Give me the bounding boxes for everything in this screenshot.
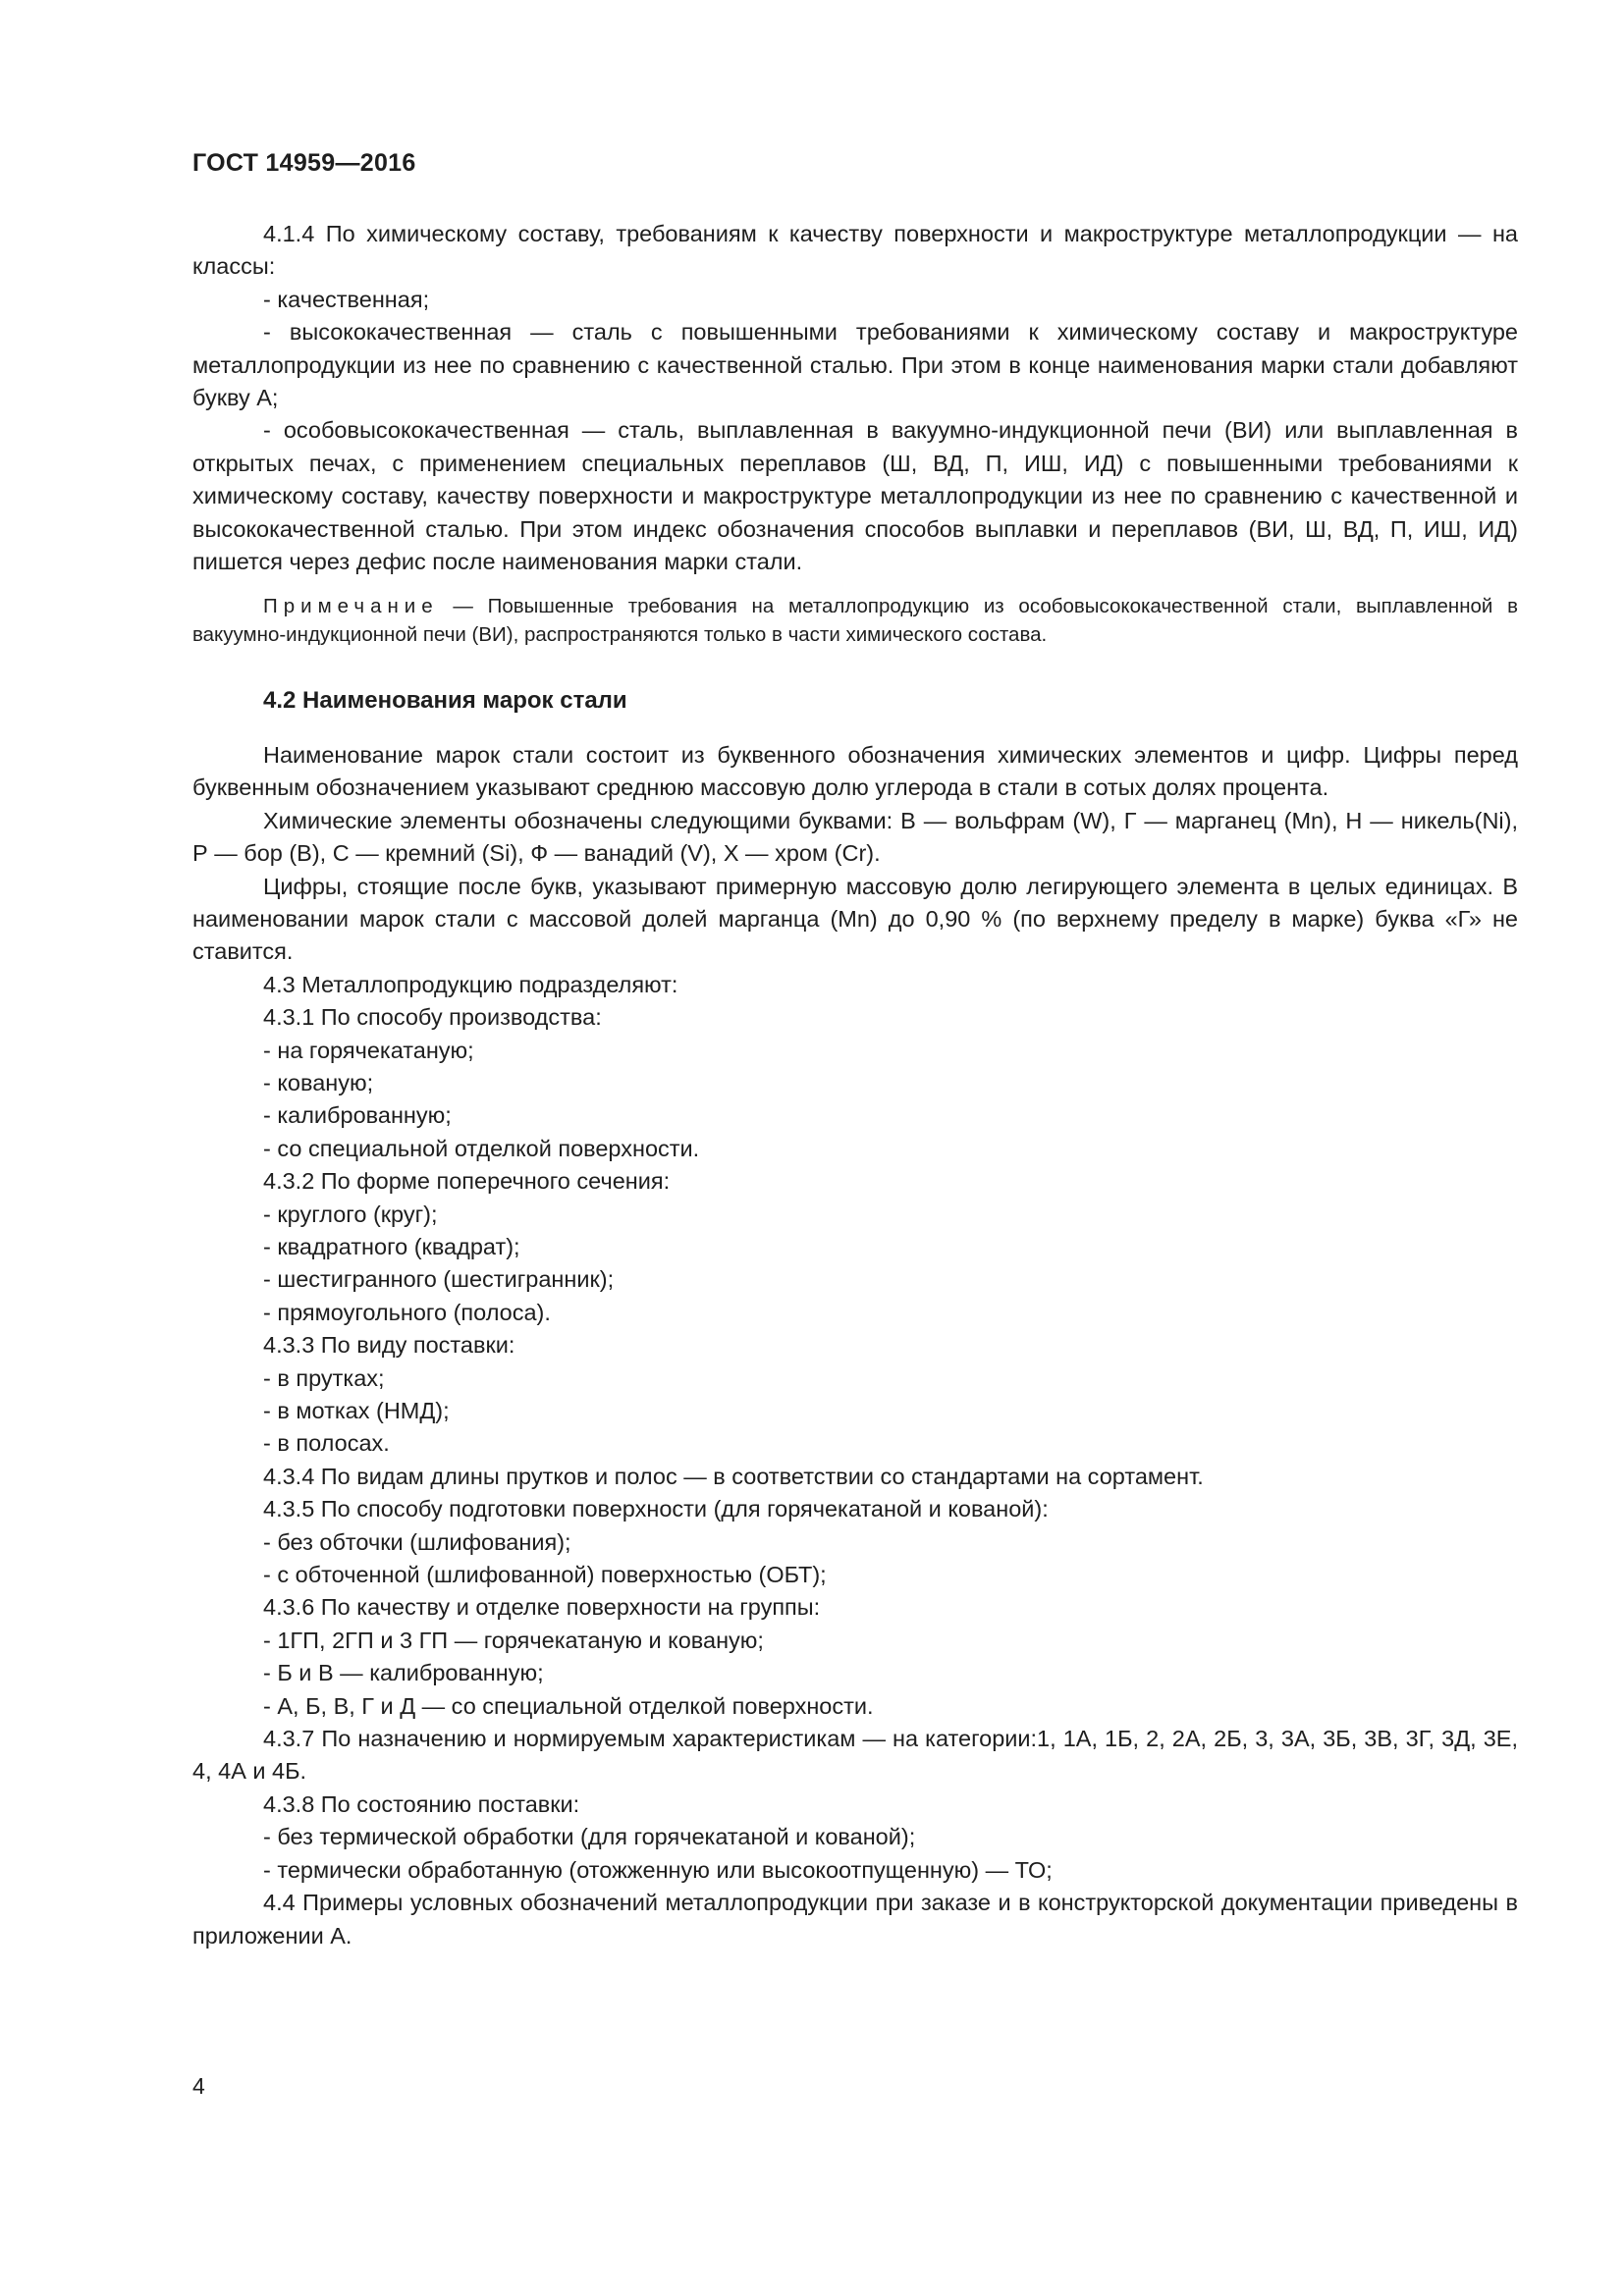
list-line: - в полосах. bbox=[263, 1430, 390, 1457]
list-line: - калиброванную; bbox=[263, 1102, 452, 1129]
paragraph: Наименование марок стали состоит из буквенного обозначения химических элементов и цифр. Цифры перед буквенным обозначением указывают среднюю массовую долю углерода в стали в сотых долях процента. bbox=[192, 741, 1518, 801]
list-line: - прямоугольного (полоса). bbox=[263, 1299, 551, 1325]
list-line: 4.3.3 По виду поставки: bbox=[263, 1332, 515, 1359]
list-line: - без обточки (шлифования); bbox=[263, 1528, 571, 1555]
list-line: - на горячекатаную; bbox=[263, 1037, 474, 1063]
class-item: - качественная; bbox=[263, 286, 430, 312]
note bbox=[192, 592, 1518, 649]
list-line: - без термической обработки (для горячекатаной и кованой); bbox=[263, 1824, 916, 1850]
list-line: 4.3.4 По видам длины прутков и полос — в соответствии со стандартами на сортамент. bbox=[263, 1463, 1204, 1489]
clause-4-3-7: 4.3.7 По назначению и нормируемым характеристикам — на категории:1, 1А, 1Б, 2, 2А, 2Б, 3, 3А, 3Б, 3В, 3Г, 3Д, 3Е, 4, 4А и 4Б. bbox=[192, 1726, 1518, 1785]
section-4-2-title: 4.2 Наименования марок стали bbox=[263, 687, 627, 715]
list-line: - с обточенной (шлифованной) поверхностью (ОБТ); bbox=[263, 1562, 827, 1588]
document-body bbox=[192, 218, 1518, 1952]
list-line: - термически обработанную (отожженную или высокоотпущенную) — ТО; bbox=[263, 1856, 1053, 1883]
list-line: - кованую; bbox=[263, 1069, 374, 1095]
paragraph: Цифры, стоящие после букв, указывают примерную массовую долю легирующего элемента в целых единицах. В наименовании марок стали с массовой долей марганца (Mn) до 0,90 % (по верхнему пределу в марке) буква «Г» не ставится. bbox=[192, 873, 1518, 965]
note-text: — Повышенные требования на металлопродукцию из особовысококачественной стали, выплавленной в вакуумно-индукционной печи (ВИ), распространяются только в части химического состава. bbox=[192, 595, 1518, 647]
list-line: 4.3.5 По способу подготовки поверхности (для горячекатаной и кованой): bbox=[263, 1496, 1049, 1522]
paragraph: Химические элементы обозначены следующими буквами: В — вольфрам (W), Г — марганец (Mn), Н — никель(Ni), Р — бор (B), С — кремний (Si), Ф — ванадий (V), Х — хром (Cr). bbox=[192, 807, 1518, 867]
list-line: - в прутках; bbox=[263, 1364, 385, 1391]
list-line: 4.3.6 По качеству и отделке поверхности на группы: bbox=[263, 1594, 821, 1621]
class-item: - высококачественная — сталь с повышенными требованиями к химическому составу и макроструктуре металлопродукции из нее по сравнению с качественной сталью. При этом в конце наименования марки стали добавляют букву А; bbox=[192, 319, 1518, 411]
list-line: 4.3 Металлопродукцию подразделяют: bbox=[263, 971, 678, 997]
list-line: - Б и В — калиброванную; bbox=[263, 1660, 544, 1686]
list-line: - 1ГП, 2ГП и 3 ГП — горячекатаную и кованую; bbox=[263, 1627, 764, 1653]
list-line: 4.3.2 По форме поперечного сечения: bbox=[263, 1168, 671, 1195]
list-line: - со специальной отделкой поверхности. bbox=[263, 1135, 700, 1161]
document-code-header: ГОСТ 14959—2016 bbox=[192, 149, 416, 177]
class-item: - особовысококачественная — сталь, выплавленная в вакуумно-индукционной печи (ВИ) или выплавленная в открытых печах, с применением специальных переплавов (Ш, ВД, П, ИШ, ИД) с повышенными требованиями к химическому составу, качеству поверхности и макроструктуре металлопродукции из нее по сравнению с качественной и высококачественной сталью. При этом индекс обозначения способов выплавки и переплавов (ВИ, Ш, ВД, П, ИШ, ИД) пишется через дефис после наименования марки стали. bbox=[192, 417, 1518, 575]
note-label: Примечание bbox=[263, 595, 439, 618]
list-line: - круглого (круг); bbox=[263, 1201, 438, 1227]
list-line: - квадратного (квадрат); bbox=[263, 1233, 520, 1259]
list-line: - в мотках (НМД); bbox=[263, 1398, 450, 1423]
clause-4-1-4-intro: 4.1.4 По химическому составу, требованиям к качеству поверхности и макроструктуре металлопродукции — на классы: bbox=[192, 221, 1518, 280]
list-line: 4.3.8 По состоянию поставки: bbox=[263, 1790, 580, 1817]
list-line: - А, Б, В, Г и Д — со специальной отделкой поверхности. bbox=[263, 1692, 874, 1719]
list-line: - шестигранного (шестигранник); bbox=[263, 1266, 615, 1293]
clause-4-4: 4.4 Примеры условных обозначений металлопродукции при заказе и в конструкторской документации приведены в приложении А. bbox=[192, 1890, 1518, 1949]
list-line: 4.3.1 По способу производства: bbox=[263, 1004, 602, 1031]
page-number: 4 bbox=[192, 2073, 205, 2099]
